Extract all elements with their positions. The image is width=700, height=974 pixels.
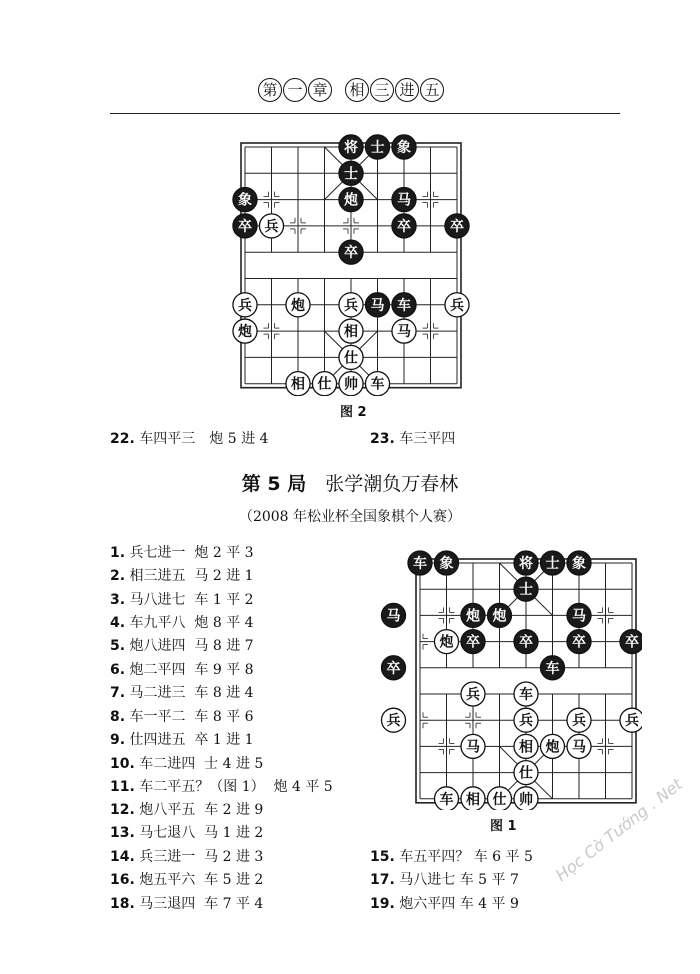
move-line: 3. 马八进七 车 1 平 2: [110, 592, 254, 608]
piece-label: 兵: [344, 297, 358, 314]
piece-label: 仕: [519, 765, 533, 782]
header-char: 进: [395, 78, 419, 102]
piece-label: 兵: [625, 713, 639, 730]
black-piece: [233, 214, 257, 238]
red-piece: [434, 630, 458, 654]
piece-label: 马: [466, 739, 480, 756]
piece-label: 卒: [572, 634, 586, 651]
piece-label: 卒: [466, 634, 480, 651]
red-piece: [365, 372, 389, 396]
black-piece: [567, 551, 591, 575]
red-piece: [620, 708, 642, 732]
red-piece: [514, 734, 538, 758]
black-piece: [487, 603, 511, 627]
black-piece: [461, 603, 485, 627]
black-piece: [339, 188, 363, 212]
red-piece: [514, 787, 538, 810]
piece-label: 兵: [466, 687, 480, 703]
piece-label: 马: [397, 192, 411, 209]
piece-label: 炮: [344, 192, 358, 209]
black-piece: [540, 551, 564, 575]
move-line: 18. 马三退四 车 7 平 4: [110, 896, 264, 912]
red-piece: [514, 682, 538, 706]
black-piece: [445, 214, 469, 238]
black-piece: [461, 630, 485, 654]
black-piece: [392, 214, 416, 238]
move-line: 11. 车二平五？（图 1） 炮 4 平 5: [110, 779, 333, 795]
move-line: 12. 炮八平五 车 2 进 9: [110, 802, 264, 818]
red-piece: [339, 372, 363, 396]
piece-label: 炮: [291, 297, 305, 314]
red-piece: [487, 787, 511, 810]
header-char: 章: [308, 78, 332, 102]
piece-label: 马: [572, 739, 586, 756]
piece-label: 象: [238, 192, 252, 209]
piece-label: 炮: [439, 634, 454, 651]
piece-label: 兵: [264, 218, 279, 235]
piece-label: 车: [370, 376, 385, 393]
game-players: 张学潮负万春林: [325, 473, 459, 495]
black-piece: [365, 293, 389, 317]
header-char: 一: [283, 78, 307, 102]
piece-label: 仕: [317, 376, 332, 393]
red-piece: [461, 787, 485, 810]
piece-label: 车: [413, 556, 427, 572]
move-line: 4. 车九平八 炮 8 平 4: [110, 615, 254, 631]
piece-label: 将: [344, 140, 358, 156]
piece-label: 卒: [397, 218, 411, 235]
piece-label: 车: [439, 791, 454, 808]
watermark: Học Cờ Tướng . Net: [552, 774, 686, 885]
piece-label: 马: [370, 297, 385, 314]
piece-label: 帅: [519, 791, 533, 808]
red-piece: [339, 293, 363, 317]
black-piece: [392, 188, 416, 212]
move-line: 23. 车三平四: [370, 431, 456, 447]
move-line: 13. 马七退八 马 1 进 2: [110, 825, 264, 841]
red-piece: [540, 734, 564, 758]
red-piece: [312, 372, 336, 396]
move-line: 14. 兵三进一 马 2 进 3: [110, 849, 264, 865]
piece-label: 兵: [519, 713, 533, 730]
red-piece: [514, 761, 538, 785]
black-piece: [620, 630, 642, 654]
piece-label: 象: [439, 556, 454, 572]
piece-label: 马: [397, 324, 411, 341]
piece-label: 卒: [238, 218, 252, 235]
red-piece: [339, 345, 363, 369]
piece-label: 士: [344, 166, 358, 183]
piece-label: 相: [291, 376, 305, 393]
move-line: 5. 炮八进四 马 8 进 7: [110, 638, 254, 654]
piece-label: 炮: [492, 608, 507, 625]
red-piece: [514, 708, 538, 732]
black-piece: [233, 188, 257, 212]
piece-label: 卒: [519, 634, 533, 651]
black-piece: [540, 656, 564, 680]
game-subtitle: （2008 年松业杯全国象棋个人赛）: [238, 509, 462, 525]
piece-label: 士: [519, 582, 533, 599]
piece-label: 车: [519, 687, 533, 703]
black-piece: [514, 551, 538, 575]
piece-label: 兵: [572, 713, 586, 730]
move-line: 10. 车二进四 士 4 进 5: [110, 756, 264, 772]
move-line: 17. 马八进七 车 5 平 7: [370, 872, 519, 888]
move-line: 8. 车一平二 车 8 平 6: [110, 709, 254, 725]
red-piece: [461, 682, 485, 706]
black-piece: [514, 577, 538, 601]
move-line: 19. 炮六平四 车 4 平 9: [370, 896, 519, 912]
move-line: 9. 仕四进五 卒 1 进 1: [110, 732, 254, 748]
red-piece: [567, 708, 591, 732]
piece-label: 马: [572, 608, 586, 625]
black-piece: [567, 603, 591, 627]
chess-board-figure-1: [372, 548, 642, 810]
black-piece: [514, 630, 538, 654]
piece-label: 炮: [466, 608, 480, 625]
header-char: 五: [420, 78, 444, 102]
piece-label: 相: [466, 791, 480, 808]
figure-2-caption: 图 2: [340, 405, 367, 420]
black-piece: [408, 551, 432, 575]
piece-label: 将: [519, 556, 533, 572]
header-char: 第: [258, 78, 282, 102]
move-line: 6. 炮二平四 车 9 平 8: [110, 662, 254, 678]
chess-board-figure-2: [228, 134, 474, 396]
piece-label: 象: [397, 140, 411, 156]
header-char: 三: [370, 78, 394, 102]
red-piece: [259, 214, 283, 238]
piece-label: 卒: [450, 218, 464, 235]
piece-label: 帅: [344, 376, 358, 393]
red-piece: [461, 734, 485, 758]
move-line: 16. 炮五平六 车 5 进 2: [110, 872, 264, 888]
red-piece: [392, 319, 416, 343]
move-line: 22. 车四平三 炮 5 进 4: [110, 431, 269, 447]
move-line: 7. 马二进三 车 8 进 4: [110, 685, 254, 701]
game-title: [0, 469, 700, 496]
black-piece: [339, 240, 363, 264]
piece-label: 相: [344, 324, 358, 341]
figure-1-caption: 图 1: [490, 819, 517, 834]
black-piece: [434, 551, 458, 575]
red-piece: [286, 372, 310, 396]
black-piece: [339, 161, 363, 185]
black-piece: [567, 630, 591, 654]
black-piece: [339, 135, 363, 159]
black-piece: [381, 603, 405, 627]
move-line: 2. 相三进五 马 2 进 1: [110, 568, 254, 584]
piece-label: 车: [545, 660, 560, 677]
header-char: 相: [345, 78, 369, 102]
piece-label: 车: [397, 297, 411, 314]
red-piece: [233, 319, 257, 343]
red-piece: [567, 734, 591, 758]
red-piece: [445, 293, 469, 317]
piece-label: 仕: [492, 791, 507, 808]
piece-label: 兵: [450, 297, 464, 314]
piece-label: 相: [519, 739, 533, 756]
red-piece: [286, 293, 310, 317]
piece-label: 马: [386, 608, 401, 625]
piece-label: 象: [572, 556, 586, 572]
red-piece: [381, 708, 405, 732]
piece-label: 士: [545, 556, 560, 572]
red-piece: [339, 319, 363, 343]
piece-label: 卒: [625, 634, 639, 651]
piece-label: 炮: [545, 739, 560, 756]
red-piece: [233, 293, 257, 317]
black-piece: [381, 656, 405, 680]
black-piece: [392, 293, 416, 317]
header-rule: [110, 113, 620, 114]
piece-label: 炮: [238, 324, 252, 341]
move-line: 1. 兵七进一 炮 2 平 3: [110, 545, 254, 561]
piece-label: 卒: [386, 660, 401, 677]
piece-label: 兵: [238, 297, 252, 314]
move-line: 15. 车五平四？ 车 6 平 5: [370, 849, 533, 865]
game-number: 第 5 局: [241, 473, 307, 495]
piece-label: 仕: [344, 350, 358, 367]
piece-label: 士: [370, 140, 385, 156]
red-piece: [434, 787, 458, 810]
black-piece: [392, 135, 416, 159]
piece-label: 兵: [386, 713, 401, 730]
chapter-header: [0, 78, 700, 108]
piece-label: 卒: [344, 245, 358, 262]
black-piece: [365, 135, 389, 159]
